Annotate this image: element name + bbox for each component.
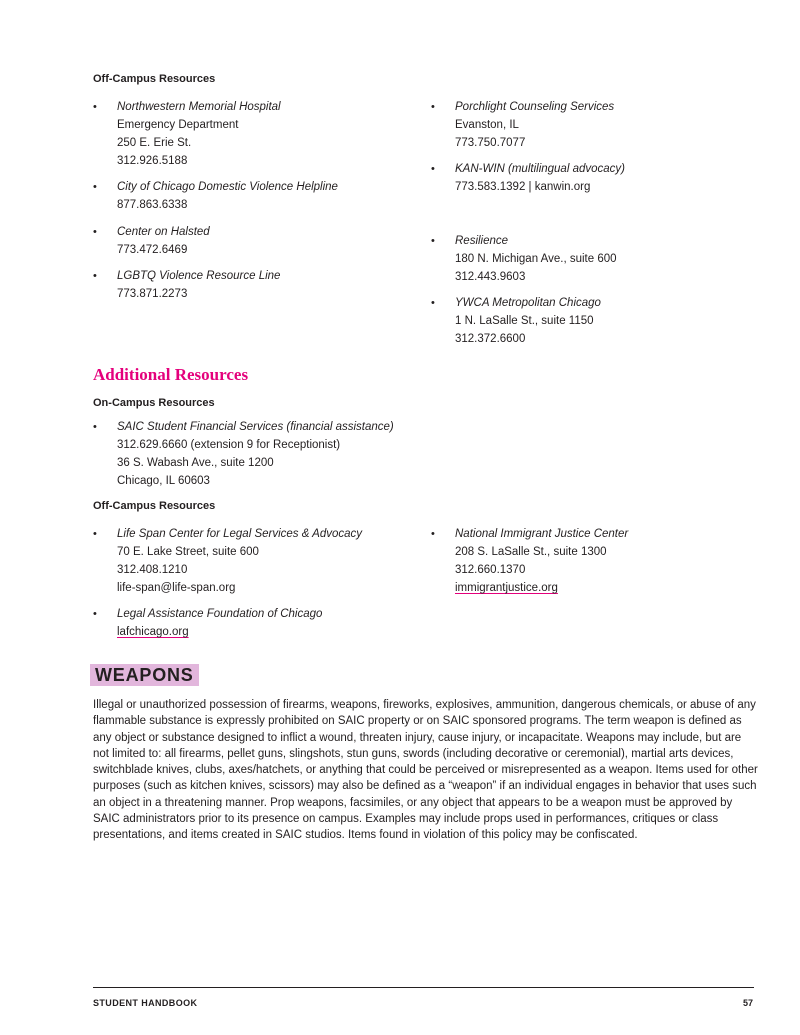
bullet-icon: • xyxy=(431,235,435,247)
resource-address: 36 S. Wabash Ave., suite 1200 xyxy=(117,457,274,469)
resource-address: 250 E. Erie St. xyxy=(117,137,192,149)
resource-city: Chicago, IL 60603 xyxy=(117,475,210,487)
list-item xyxy=(431,98,615,152)
resource-phone: 773.472.6469 xyxy=(117,244,188,256)
resource-phone: 312.443.9603 xyxy=(455,271,526,283)
list-item xyxy=(93,223,210,259)
resource-phone: 312.408.1210 xyxy=(117,564,188,576)
footer-divider xyxy=(93,987,754,988)
list-item xyxy=(93,267,281,303)
bullet-icon: • xyxy=(431,297,435,309)
bullet-icon: • xyxy=(93,270,97,282)
resource-detail: Emergency Department xyxy=(117,119,239,131)
list-item xyxy=(431,160,625,196)
bullet-icon: • xyxy=(93,226,97,238)
resource-phone: 312.372.6600 xyxy=(455,333,526,345)
resource-name: LGBTQ Violence Resource Line xyxy=(117,270,281,282)
weapons-heading: WEAPONS xyxy=(90,664,199,686)
bullet-icon: • xyxy=(93,181,97,193)
on-campus-heading: On-Campus Resources xyxy=(93,397,215,409)
resource-name: KAN-WIN (multilingual advocacy) xyxy=(455,163,625,175)
resource-name: Porchlight Counseling Services xyxy=(455,101,615,113)
resource-address: 180 N. Michigan Ave., suite 600 xyxy=(455,253,617,265)
bullet-icon: • xyxy=(93,528,97,540)
page-number: 57 xyxy=(742,998,753,1008)
resource-phone: 312.629.6660 (extension 9 for Receptionist) xyxy=(117,439,341,451)
list-item xyxy=(93,178,338,214)
list-item xyxy=(93,525,363,597)
list-item xyxy=(431,232,617,286)
footer-title: STUDENT HANDBOOK xyxy=(93,998,198,1008)
resource-name: SAIC Student Financial Services (financial assistance) xyxy=(117,421,394,433)
off-campus-heading: Off-Campus Resources xyxy=(93,73,216,85)
immigrantjustice-link[interactable]: immigrantjustice.org xyxy=(455,582,558,594)
resource-name: Life Span Center for Legal Services & Advocacy xyxy=(117,528,363,540)
bullet-icon: • xyxy=(431,101,435,113)
list-item xyxy=(93,605,323,641)
resource-phone: 877.863.6338 xyxy=(117,199,188,211)
resource-name: Center on Halsted xyxy=(117,226,210,238)
weapons-policy-text: Illegal or unauthorized possession of firearms, weapons, fireworks, explosives, ammunition, dangerous chemicals, or abuse of any flammable substance is expressly prohibited on SAIC property or on SAIC sponsored programs. The term weapon is defined as any object or substance designed to inflict a wound, threaten injury, cause injury, or incapacitate. Weapons may include, but are not limited to: all firearms, pellet guns, slingshots, stun guns, swords (including decorative or ceremonial), martial arts devices, switchblade knives, clubs, axes/hatchets, or anything that could be perceived or misrepresented as a weapon. Items used for other purposes (such as kitchen knives, scissors) may also be defined as a “weapon” if an individual engages in behavior that uses such an object in a threatening manner. Prop weapons, facsimiles, or any object that appears to be a weapon must be approved by SAIC administrators prior to its presence on campus. Examples may include props used in performances, critiques or class presentations, and items created in SAIC studios. Items found in violation of this policy may be confiscated. xyxy=(93,699,758,842)
resource-name: Resilience xyxy=(455,235,509,247)
bullet-icon: • xyxy=(93,101,97,113)
resource-name: Legal Assistance Foundation of Chicago xyxy=(117,608,323,620)
lafchicago-link[interactable]: lafchicago.org xyxy=(117,626,189,638)
resource-address: 208 S. LaSalle St., suite 1300 xyxy=(455,546,607,558)
bullet-icon: • xyxy=(431,528,435,540)
list-item xyxy=(93,418,394,490)
off-campus-heading-additional: Off-Campus Resources xyxy=(93,500,216,512)
resource-location: Evanston, IL xyxy=(455,119,519,131)
resource-phone: 312.660.1370 xyxy=(455,564,526,576)
resource-address: 1 N. LaSalle St., suite 1150 xyxy=(455,315,594,327)
resource-phone: 312.926.5188 xyxy=(117,155,188,167)
bullet-icon: • xyxy=(93,608,97,620)
resource-contact: 773.583.1392 | kanwin.org xyxy=(455,181,591,193)
resource-address: 70 E. Lake Street, suite 600 xyxy=(117,546,259,558)
resource-name: Northwestern Memorial Hospital xyxy=(117,101,281,113)
list-item xyxy=(431,525,629,597)
resource-phone: 773.750.7077 xyxy=(455,137,526,149)
resource-name: National Immigrant Justice Center xyxy=(455,528,629,540)
resource-name: YWCA Metropolitan Chicago xyxy=(455,297,601,309)
resource-name: City of Chicago Domestic Violence Helpline xyxy=(117,181,338,193)
resource-email: life-span@life-span.org xyxy=(117,582,236,594)
bullet-icon: • xyxy=(93,421,97,433)
bullet-icon: • xyxy=(431,163,435,175)
resource-phone: 773.871.2273 xyxy=(117,288,188,300)
list-item xyxy=(431,294,601,348)
list-item xyxy=(93,98,281,170)
section-title-additional-resources: Additional Resources xyxy=(93,365,249,384)
